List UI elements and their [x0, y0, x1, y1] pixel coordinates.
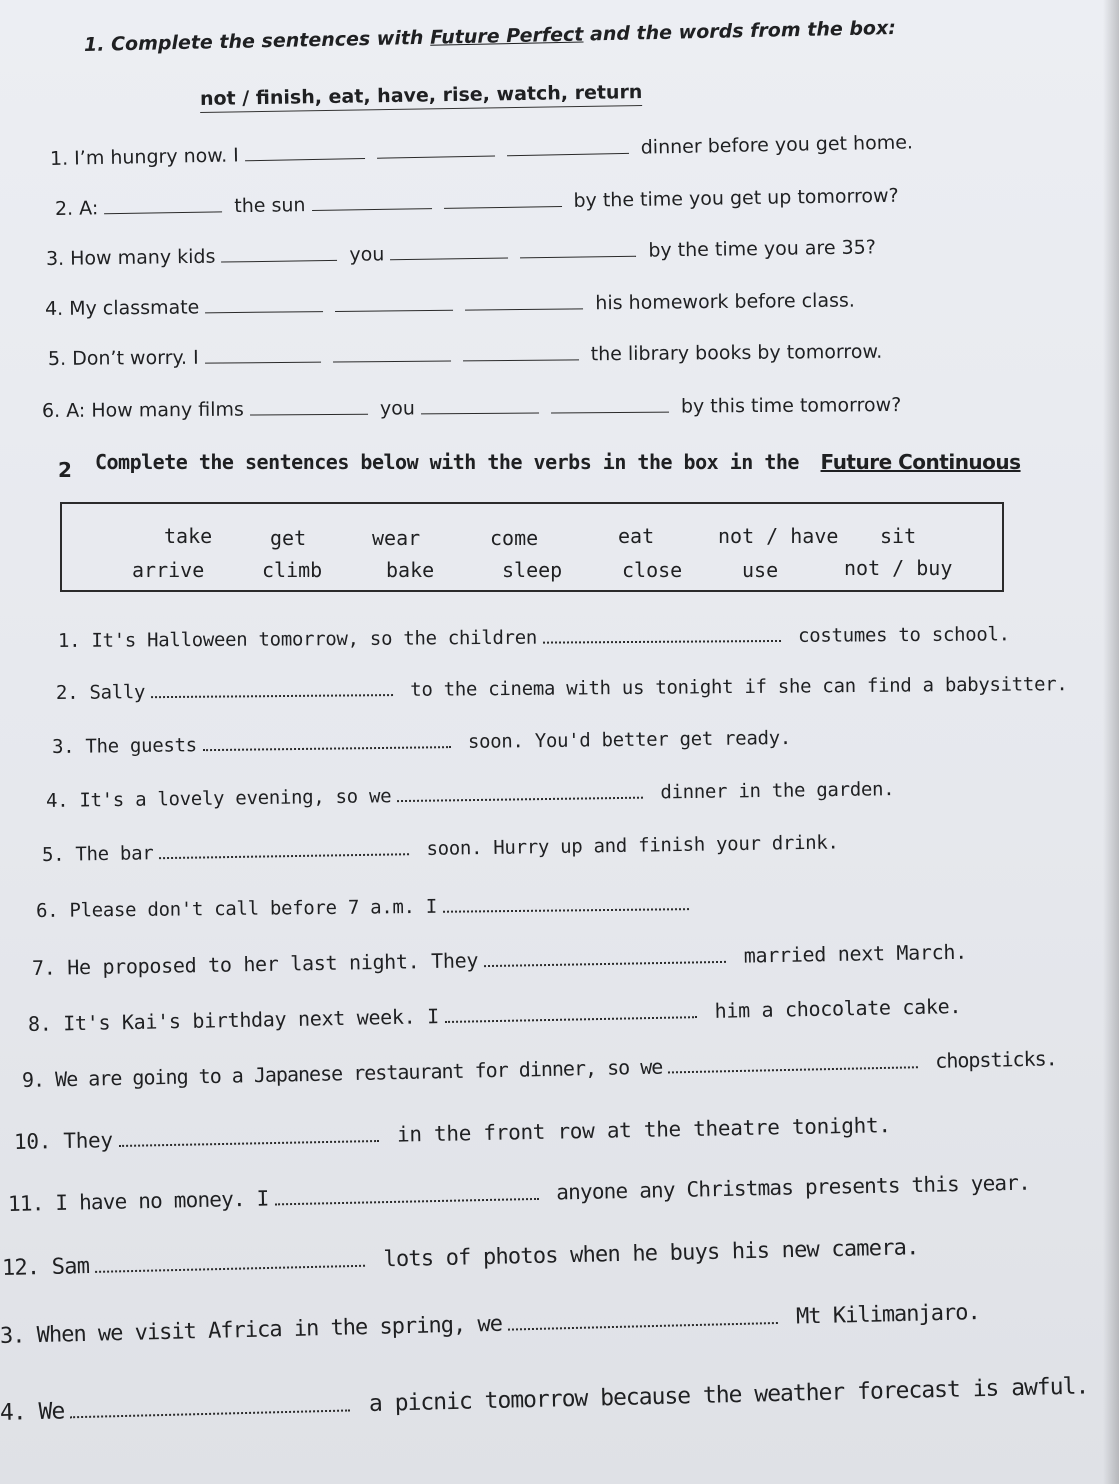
- word-box-item: eat: [618, 524, 655, 548]
- answer-blank[interactable]: [275, 1197, 539, 1206]
- answer-blank[interactable]: [507, 152, 629, 156]
- section1-number: 1.: [83, 33, 105, 56]
- s1-item-text: Don’t worry. I: [72, 346, 199, 370]
- answer-blank[interactable]: [203, 745, 451, 751]
- s2-item-13: [0, 1300, 980, 1349]
- s1-item-2: [55, 185, 899, 220]
- s2-item-text: dinner in the garden.: [660, 778, 895, 804]
- answer-blank[interactable]: [444, 205, 562, 209]
- s2-item-text: It's Kai's birthday next week. I: [62, 1004, 440, 1036]
- s2-item-3: [52, 727, 791, 758]
- s2-item-6: [36, 893, 695, 922]
- s2-item-text: Please don't call before 7 a.m. I: [69, 895, 438, 922]
- s1-item-text: the library books by tomorrow.: [590, 340, 883, 366]
- section2-word-box: [60, 502, 1004, 592]
- answer-blank[interactable]: [312, 207, 432, 211]
- s1-item-text: I’m hungry now. I: [73, 144, 239, 170]
- s2-item-text: Sam: [51, 1254, 90, 1280]
- s2-item-number: 6.: [35, 899, 59, 922]
- answer-blank[interactable]: [551, 411, 669, 414]
- answer-blank[interactable]: [95, 1264, 365, 1273]
- s2-item-number: 3.: [51, 735, 75, 758]
- s2-item-text: lots of photos when he buys his new camera.: [383, 1235, 919, 1273]
- s2-item-14: [0, 1373, 1089, 1426]
- s2-item-number: 11.: [7, 1191, 44, 1216]
- s1-item-text: the sun: [234, 194, 306, 218]
- s2-item-number: 3.: [0, 1323, 25, 1349]
- s1-item-1: [50, 131, 913, 170]
- answer-blank[interactable]: [221, 259, 337, 263]
- answer-blank[interactable]: [668, 1065, 918, 1073]
- s2-item-number: 8.: [27, 1011, 52, 1036]
- s1-item-number: 6.: [41, 399, 61, 422]
- answer-blank[interactable]: [520, 255, 636, 259]
- answer-blank[interactable]: [445, 1015, 697, 1023]
- word-box-item: use: [742, 558, 779, 582]
- s1-item-6: [42, 394, 901, 422]
- s2-item-12: [2, 1235, 919, 1281]
- s2-item-4: [46, 778, 895, 812]
- s1-item-text: by this time tomorrow?: [680, 394, 902, 418]
- word-box-item: climb: [262, 558, 323, 582]
- s1-item-5: [48, 341, 882, 370]
- word-box-item: take: [164, 524, 213, 548]
- section1-word-box: not / finish, eat, have, rise, watch, return: [200, 81, 643, 113]
- s2-item-9: [22, 1046, 1057, 1092]
- s2-item-8: [28, 994, 962, 1036]
- answer-blank[interactable]: [377, 154, 495, 158]
- section2-instruction-text: Complete the sentences below with the verbs in the box in the: [94, 450, 799, 474]
- s2-item-number: 1.: [57, 629, 81, 652]
- section1-instruction: [84, 17, 896, 56]
- s2-item-text: Sally: [89, 681, 146, 704]
- s2-item-text: We: [38, 1398, 65, 1426]
- word-box-item: arrive: [132, 558, 205, 582]
- word-box-item: sleep: [502, 558, 563, 582]
- section1-instruction-post: and the words from the box:: [583, 16, 897, 46]
- s2-item-11: [8, 1171, 1030, 1216]
- s1-item-number: 1.: [49, 147, 69, 170]
- word-box-item: bake: [386, 558, 435, 582]
- page-edge-shadow: [1103, 0, 1119, 1484]
- answer-blank[interactable]: [333, 359, 451, 362]
- s2-item-text: When we visit Africa in the spring, we: [36, 1311, 503, 1349]
- answer-blank[interactable]: [151, 693, 393, 698]
- word-box-item: not / have: [718, 524, 839, 548]
- s2-item-number: 4.: [45, 789, 69, 812]
- word-box-item: wear: [372, 526, 421, 550]
- section1-instruction-pre: Complete the sentences with: [110, 26, 431, 56]
- word-box-item: come: [490, 526, 539, 550]
- answer-blank[interactable]: [104, 210, 222, 214]
- s2-item-text: It's Halloween tomorrow, so the children: [91, 626, 538, 652]
- answer-blank[interactable]: [70, 1408, 350, 1418]
- section2-number: 2: [58, 458, 72, 482]
- s2-item-text: The guests: [85, 734, 197, 758]
- s1-item-text: dinner before you get home.: [640, 131, 914, 159]
- s2-item-text: They: [63, 1128, 113, 1154]
- s2-item-text: a picnic tomorrow because the weather forecast is awful.: [368, 1373, 1089, 1417]
- s2-item-number: 10.: [13, 1129, 52, 1154]
- word-box-item: sit: [880, 524, 917, 548]
- s2-item-text: I have no money. I: [55, 1186, 269, 1216]
- s2-item-text: soon. You'd better get ready.: [467, 726, 792, 753]
- s2-item-text: in the front row at the theatre tonight.: [396, 1113, 891, 1147]
- answer-blank[interactable]: [205, 361, 321, 364]
- s1-item-text: How many kids: [70, 245, 216, 270]
- answer-blank[interactable]: [250, 413, 368, 416]
- s1-item-text: My classmate: [69, 296, 200, 320]
- section2-instruction: [58, 450, 1021, 482]
- word-box-item: not / buy: [844, 556, 953, 580]
- s2-item-number: 9.: [21, 1067, 45, 1092]
- s2-item-2: [56, 673, 1068, 704]
- s2-item-text: He proposed to her last night. They: [67, 948, 479, 980]
- section1-tense: Future Perfect: [429, 23, 584, 49]
- answer-blank[interactable]: [335, 309, 453, 312]
- s2-item-7: [32, 940, 967, 980]
- answer-blank[interactable]: [390, 257, 508, 261]
- answer-blank[interactable]: [205, 310, 323, 313]
- s1-item-number: 5.: [47, 347, 67, 370]
- s1-item-3: [46, 236, 876, 270]
- s2-item-number: 5.: [41, 843, 65, 866]
- s2-item-text: The bar: [75, 842, 154, 866]
- s1-item-text: you: [379, 397, 415, 420]
- s2-item-text: We are going to a Japanese restaurant for dinner, so we: [54, 1054, 663, 1092]
- s2-item-1: [58, 623, 1010, 652]
- s1-item-4: [45, 290, 855, 320]
- s1-item-number: 4.: [44, 297, 64, 320]
- s2-item-text: him a chocolate cake.: [714, 994, 962, 1023]
- s2-item-text: to the cinema with us tonight if she can find a babysitter.: [410, 673, 1068, 701]
- s2-item-text: anyone any Christmas presents this year.: [556, 1170, 1031, 1205]
- answer-blank[interactable]: [397, 796, 643, 802]
- s1-item-text: you: [349, 243, 385, 266]
- s2-item-text: soon. Hurry up and finish your drink.: [426, 831, 839, 860]
- answer-blank[interactable]: [443, 907, 689, 913]
- s1-item-text: by the time you get up tomorrow?: [573, 184, 899, 212]
- s2-item-number: 7.: [31, 955, 56, 980]
- s2-item-5: [42, 831, 839, 866]
- s1-item-text: his homework before class.: [595, 289, 855, 315]
- s2-item-number: 12.: [1, 1255, 40, 1281]
- s1-item-text: by the time you are 35?: [648, 236, 877, 262]
- answer-blank[interactable]: [245, 157, 365, 161]
- answer-blank[interactable]: [543, 639, 781, 644]
- s2-item-text: It's a lovely evening, so we: [79, 785, 392, 812]
- answer-blank[interactable]: [508, 1321, 778, 1331]
- answer-blank[interactable]: [465, 307, 583, 310]
- word-box-item: get: [270, 526, 307, 550]
- answer-blank[interactable]: [421, 412, 539, 415]
- answer-blank[interactable]: [119, 1139, 379, 1147]
- s1-item-number: 3.: [45, 247, 65, 270]
- answer-blank[interactable]: [484, 960, 726, 967]
- s2-item-text: chopsticks.: [935, 1046, 1057, 1073]
- s2-item-10: [14, 1113, 891, 1154]
- s1-item-text: A:: [79, 197, 99, 220]
- s2-item-number: 2.: [55, 681, 79, 704]
- s2-item-text: married next March.: [743, 939, 968, 968]
- answer-blank[interactable]: [159, 852, 409, 859]
- s2-item-number: 4.: [0, 1399, 27, 1426]
- s2-item-text: Mt Kilimanjaro.: [795, 1300, 981, 1330]
- s1-item-text: A: How many films: [66, 398, 244, 422]
- word-box-item: close: [622, 558, 683, 582]
- section2-tense: Future Continuous: [820, 450, 1021, 474]
- s2-item-text: costumes to school.: [798, 623, 1010, 647]
- answer-blank[interactable]: [463, 358, 579, 361]
- s1-item-number: 2.: [54, 197, 74, 220]
